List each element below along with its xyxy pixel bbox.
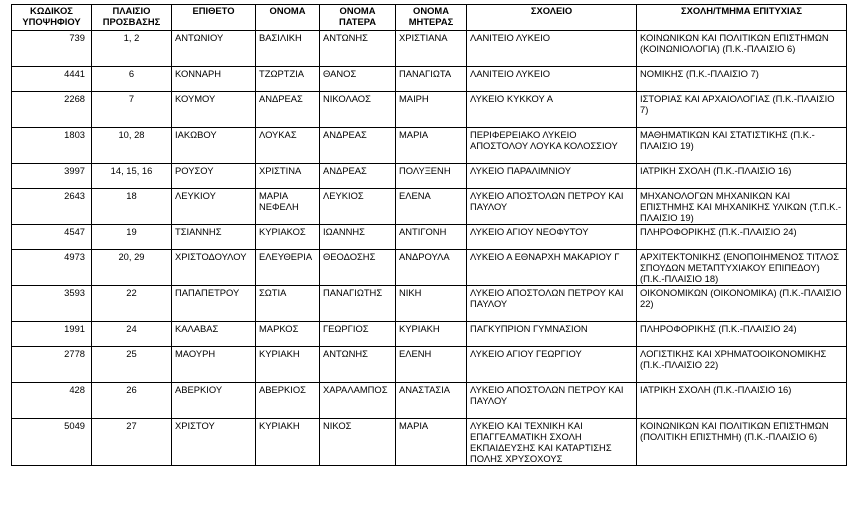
cell-father-name: ΘΑΝΟΣ (320, 67, 396, 92)
table-row (12, 31, 847, 67)
header-mother-name: ΟΝΟΜΑ ΜΗΤΕΡΑΣ (396, 5, 467, 31)
cell-surname: ΚΑΛΑΒΑΣ (172, 322, 256, 347)
cell-father-name: ΠΑΝΑΓΙΩΤΗΣ (320, 286, 396, 322)
cell-name: ΜΑΡΚΟΣ (256, 322, 320, 347)
cell-department: ΛΟΓΙΣΤΙΚΗΣ ΚΑΙ ΧΡΗΜΑΤΟΟΙΚΟΝΟΜΙΚΗΣ (Π.Κ.-ΠΛΑΙΣΙΟ 22) (637, 347, 847, 383)
cell-father-name: ΑΝΤΩΝΗΣ (320, 31, 396, 67)
cell-code: 428 (12, 383, 92, 419)
table-row (12, 92, 847, 128)
table-row (12, 286, 847, 322)
cell-department: ΚΟΙΝΩΝΙΚΩΝ ΚΑΙ ΠΟΛΙΤΙΚΩΝ ΕΠΙΣΤΗΜΩΝ (ΚΟΙΝΩΝΙΟΛΟΓΙΑ) (Π.Κ.-ΠΛΑΙΣΙΟ 6) (637, 31, 847, 67)
cell-code: 1803 (12, 128, 92, 164)
cell-father-name: ΓΕΩΡΓΙΟΣ (320, 322, 396, 347)
cell-department: ΜΗΧΑΝΟΛΟΓΩΝ ΜΗΧΑΝΙΚΩΝ ΚΑΙ ΕΠΙΣΤΗΜΗΣ ΚΑΙ ΜΗΧΑΝΙΚΗΣ ΥΛΙΚΩΝ (Τ.Π.Κ.-ΠΛΑΙΣΙΟ 19) (637, 189, 847, 225)
cell-mother-name: ΑΝΑΣΤΑΣΙΑ (396, 383, 467, 419)
cell-mother-name: ΜΑΡΙΑ (396, 419, 467, 466)
cell-code: 739 (12, 31, 92, 67)
cell-mother-name: ΚΥΡΙΑΚΗ (396, 322, 467, 347)
cell-mother-name: ΕΛΕΝΗ (396, 347, 467, 383)
table-row (12, 225, 847, 250)
cell-school: ΛΥΚΕΙΟ ΑΠΟΣΤΟΛΩΝ ΠΕΤΡΟΥ ΚΑΙ ΠΑΥΛΟΥ (467, 189, 637, 225)
cell-name: ΕΛΕΥΘΕΡΙΑ (256, 250, 320, 286)
cell-department: ΙΑΤΡΙΚΗ ΣΧΟΛΗ (Π.Κ.-ΠΛΑΙΣΙΟ 16) (637, 164, 847, 189)
cell-code: 4973 (12, 250, 92, 286)
cell-school: ΠΕΡΙΦΕΡΕΙΑΚΟ ΛΥΚΕΙΟ ΑΠΟΣΤΟΛΟΥ ΛΟΥΚΑ ΚΟΛΟΣΣΙΟΥ (467, 128, 637, 164)
cell-access-field: 26 (92, 383, 172, 419)
cell-mother-name: ΠΑΝΑΓΙΩΤΑ (396, 67, 467, 92)
cell-name: ΚΥΡΙΑΚΟΣ (256, 225, 320, 250)
cell-access-field: 18 (92, 189, 172, 225)
table-row (12, 189, 847, 225)
cell-code: 4547 (12, 225, 92, 250)
cell-surname: ΛΕΥΚΙΟΥ (172, 189, 256, 225)
cell-father-name: ΑΝΔΡΕΑΣ (320, 164, 396, 189)
cell-access-field: 10, 28 (92, 128, 172, 164)
cell-name: ΤΖΩΡΤΖΙΑ (256, 67, 320, 92)
cell-father-name: ΑΝΔΡΕΑΣ (320, 128, 396, 164)
cell-father-name: ΧΑΡΑΛΑΜΠΟΣ (320, 383, 396, 419)
cell-mother-name: ΠΟΛΥΞΕΝΗ (396, 164, 467, 189)
cell-school: ΛΥΚΕΙΟ ΑΓΙΟΥ ΝΕΟΦΥΤΟΥ (467, 225, 637, 250)
cell-code: 2778 (12, 347, 92, 383)
table-row (12, 383, 847, 419)
cell-school: ΛΥΚΕΙΟ Α ΕΘΝΑΡΧΗ ΜΑΚΑΡΙΟΥ Γ (467, 250, 637, 286)
table-row (12, 128, 847, 164)
header-father-name: ΟΝΟΜΑ ΠΑΤΕΡΑ (320, 5, 396, 31)
cell-school: ΛΥΚΕΙΟ ΑΠΟΣΤΟΛΩΝ ΠΕΤΡΟΥ ΚΑΙ ΠΑΥΛΟΥ (467, 383, 637, 419)
cell-surname: ΡΟΥΣΟΥ (172, 164, 256, 189)
cell-surname: ΙΑΚΩΒΟΥ (172, 128, 256, 164)
cell-name: ΣΩΤΙΑ (256, 286, 320, 322)
cell-school: ΛΥΚΕΙΟ ΚΥΚΚΟΥ Α (467, 92, 637, 128)
cell-code: 2268 (12, 92, 92, 128)
cell-department: ΑΡΧΙΤΕΚΤΟΝΙΚΗΣ (ΕΝΟΠΟΙΗΜΕΝΟΣ ΤΙΤΛΟΣ ΣΠΟΥΔΩΝ ΜΕΤΑΠΤΥΧΙΑΚΟΥ ΕΠΙΠΕΔΟΥ) (Π.Κ.-ΠΛΑΙΣΙΟ 18) (637, 250, 847, 286)
cell-school: ΛΥΚΕΙΟ ΚΑΙ ΤΕΧΝΙΚΗ ΚΑΙ ΕΠΑΓΓΕΛΜΑΤΙΚΗ ΣΧΟΛΗ ΕΚΠΑΙΔΕΥΣΗΣ ΚΑΙ ΚΑΤΑΡΤΙΣΗΣ ΠΟΛΗΣ ΧΡΥΣΟΧΟΥΣ (467, 419, 637, 466)
cell-school: ΛΥΚΕΙΟ ΑΠΟΣΤΟΛΩΝ ΠΕΤΡΟΥ ΚΑΙ ΠΑΥΛΟΥ (467, 286, 637, 322)
cell-name: ΛΟΥΚΑΣ (256, 128, 320, 164)
cell-code: 1991 (12, 322, 92, 347)
cell-father-name: ΘΕΟΔΟΣΗΣ (320, 250, 396, 286)
cell-surname: ΠΑΠΑΠΕΤΡΟΥ (172, 286, 256, 322)
cell-access-field: 20, 29 (92, 250, 172, 286)
table-row (12, 322, 847, 347)
cell-code: 2643 (12, 189, 92, 225)
cell-surname: ΧΡΙΣΤΟΔΟΥΛΟΥ (172, 250, 256, 286)
cell-access-field: 14, 15, 16 (92, 164, 172, 189)
header-code: ΚΩΔΙΚΟΣ ΥΠΟΨΗΦΙΟΥ (12, 5, 92, 31)
header-name: ΟΝΟΜΑ (256, 5, 320, 31)
cell-father-name: ΑΝΤΩΝΗΣ (320, 347, 396, 383)
cell-department: ΠΛΗΡΟΦΟΡΙΚΗΣ (Π.Κ.-ΠΛΑΙΣΙΟ 24) (637, 225, 847, 250)
cell-code: 4441 (12, 67, 92, 92)
cell-department: ΚΟΙΝΩΝΙΚΩΝ ΚΑΙ ΠΟΛΙΤΙΚΩΝ ΕΠΙΣΤΗΜΩΝ (ΠΟΛΙΤΙΚΗ ΕΠΙΣΤΗΜΗ) (Π.Κ.-ΠΛΑΙΣΙΟ 6) (637, 419, 847, 466)
table-row (12, 347, 847, 383)
cell-surname: ΧΡΙΣΤΟΥ (172, 419, 256, 466)
cell-school: ΠΑΓΚΥΠΡΙΟΝ ΓΥΜΝΑΣΙΟΝ (467, 322, 637, 347)
cell-school: ΛΥΚΕΙΟ ΑΓΙΟΥ ΓΕΩΡΓΙΟΥ (467, 347, 637, 383)
cell-father-name: ΛΕΥΚΙΟΣ (320, 189, 396, 225)
cell-access-field: 7 (92, 92, 172, 128)
cell-name: ΚΥΡΙΑΚΗ (256, 419, 320, 466)
cell-name: ΒΑΣΙΛΙΚΗ (256, 31, 320, 67)
cell-name: ΚΥΡΙΑΚΗ (256, 347, 320, 383)
cell-department: ΜΑΘΗΜΑΤΙΚΩΝ ΚΑΙ ΣΤΑΤΙΣΤΙΚΗΣ (Π.Κ.-ΠΛΑΙΣΙΟ 19) (637, 128, 847, 164)
cell-mother-name: ΑΝΤΙΓΟΝΗ (396, 225, 467, 250)
cell-access-field: 22 (92, 286, 172, 322)
cell-name: ΑΝΔΡΕΑΣ (256, 92, 320, 128)
cell-school: ΛΑΝΙΤΕΙΟ ΛΥΚΕΙΟ (467, 67, 637, 92)
cell-code: 5049 (12, 419, 92, 466)
cell-department: ΙΣΤΟΡΙΑΣ ΚΑΙ ΑΡΧΑΙΟΛΟΓΙΑΣ (Π.Κ.-ΠΛΑΙΣΙΟ 7) (637, 92, 847, 128)
cell-access-field: 1, 2 (92, 31, 172, 67)
cell-mother-name: ΧΡΙΣΤΙΑΝΑ (396, 31, 467, 67)
cell-department: ΠΛΗΡΟΦΟΡΙΚΗΣ (Π.Κ.-ΠΛΑΙΣΙΟ 24) (637, 322, 847, 347)
cell-access-field: 6 (92, 67, 172, 92)
table-row (12, 250, 847, 286)
table-body (12, 31, 847, 466)
cell-mother-name: ΕΛΕΝΑ (396, 189, 467, 225)
cell-department: ΝΟΜΙΚΗΣ (Π.Κ.-ΠΛΑΙΣΙΟ 7) (637, 67, 847, 92)
results-table (11, 4, 847, 466)
cell-surname: ΚΟΥΜΟΥ (172, 92, 256, 128)
cell-surname: ΜΑΟΥΡΗ (172, 347, 256, 383)
cell-name: ΑΒΕΡΚΙΟΣ (256, 383, 320, 419)
header-access-field: ΠΛΑΙΣΙΟ ΠΡΟΣΒΑΣΗΣ (92, 5, 172, 31)
cell-mother-name: ΝΙΚΗ (396, 286, 467, 322)
cell-surname: ΚΟΝΝΑΡΗ (172, 67, 256, 92)
cell-mother-name: ΜΑΙΡΗ (396, 92, 467, 128)
table-row (12, 67, 847, 92)
cell-father-name: ΝΙΚΟΛΑΟΣ (320, 92, 396, 128)
header-surname: ΕΠΙΘΕΤΟ (172, 5, 256, 31)
cell-code: 3593 (12, 286, 92, 322)
cell-name: ΧΡΙΣΤΙΝΑ (256, 164, 320, 189)
cell-code: 3997 (12, 164, 92, 189)
cell-department: ΙΑΤΡΙΚΗ ΣΧΟΛΗ (Π.Κ.-ΠΛΑΙΣΙΟ 16) (637, 383, 847, 419)
cell-access-field: 24 (92, 322, 172, 347)
cell-surname: ΤΣΙΑΝΝΗΣ (172, 225, 256, 250)
cell-father-name: ΙΩΑΝΝΗΣ (320, 225, 396, 250)
cell-access-field: 19 (92, 225, 172, 250)
cell-surname: ΑΝΤΩΝΙΟΥ (172, 31, 256, 67)
table-row (12, 164, 847, 189)
cell-mother-name: ΜΑΡΙΑ (396, 128, 467, 164)
cell-access-field: 27 (92, 419, 172, 466)
cell-department: ΟΙΚΟΝΟΜΙΚΩΝ (ΟΙΚΟΝΟΜΙΚΑ) (Π.Κ.-ΠΛΑΙΣΙΟ 22) (637, 286, 847, 322)
cell-surname: ΑΒΕΡΚΙΟΥ (172, 383, 256, 419)
cell-name: ΜΑΡΙΑ ΝΕΦΕΛΗ (256, 189, 320, 225)
cell-school: ΛΑΝΙΤΕΙΟ ΛΥΚΕΙΟ (467, 31, 637, 67)
table-row (12, 419, 847, 466)
cell-access-field: 25 (92, 347, 172, 383)
cell-school: ΛΥΚΕΙΟ ΠΑΡΑΛΙΜΝΙΟΥ (467, 164, 637, 189)
cell-mother-name: ΑΝΔΡΟΥΛΑ (396, 250, 467, 286)
header-department: ΣΧΟΛΗ/ΤΜΗΜΑ ΕΠΙΤΥΧΙΑΣ (637, 5, 847, 31)
header-school: ΣΧΟΛΕΙΟ (467, 5, 637, 31)
cell-father-name: ΝΙΚΟΣ (320, 419, 396, 466)
header-row (12, 5, 847, 31)
